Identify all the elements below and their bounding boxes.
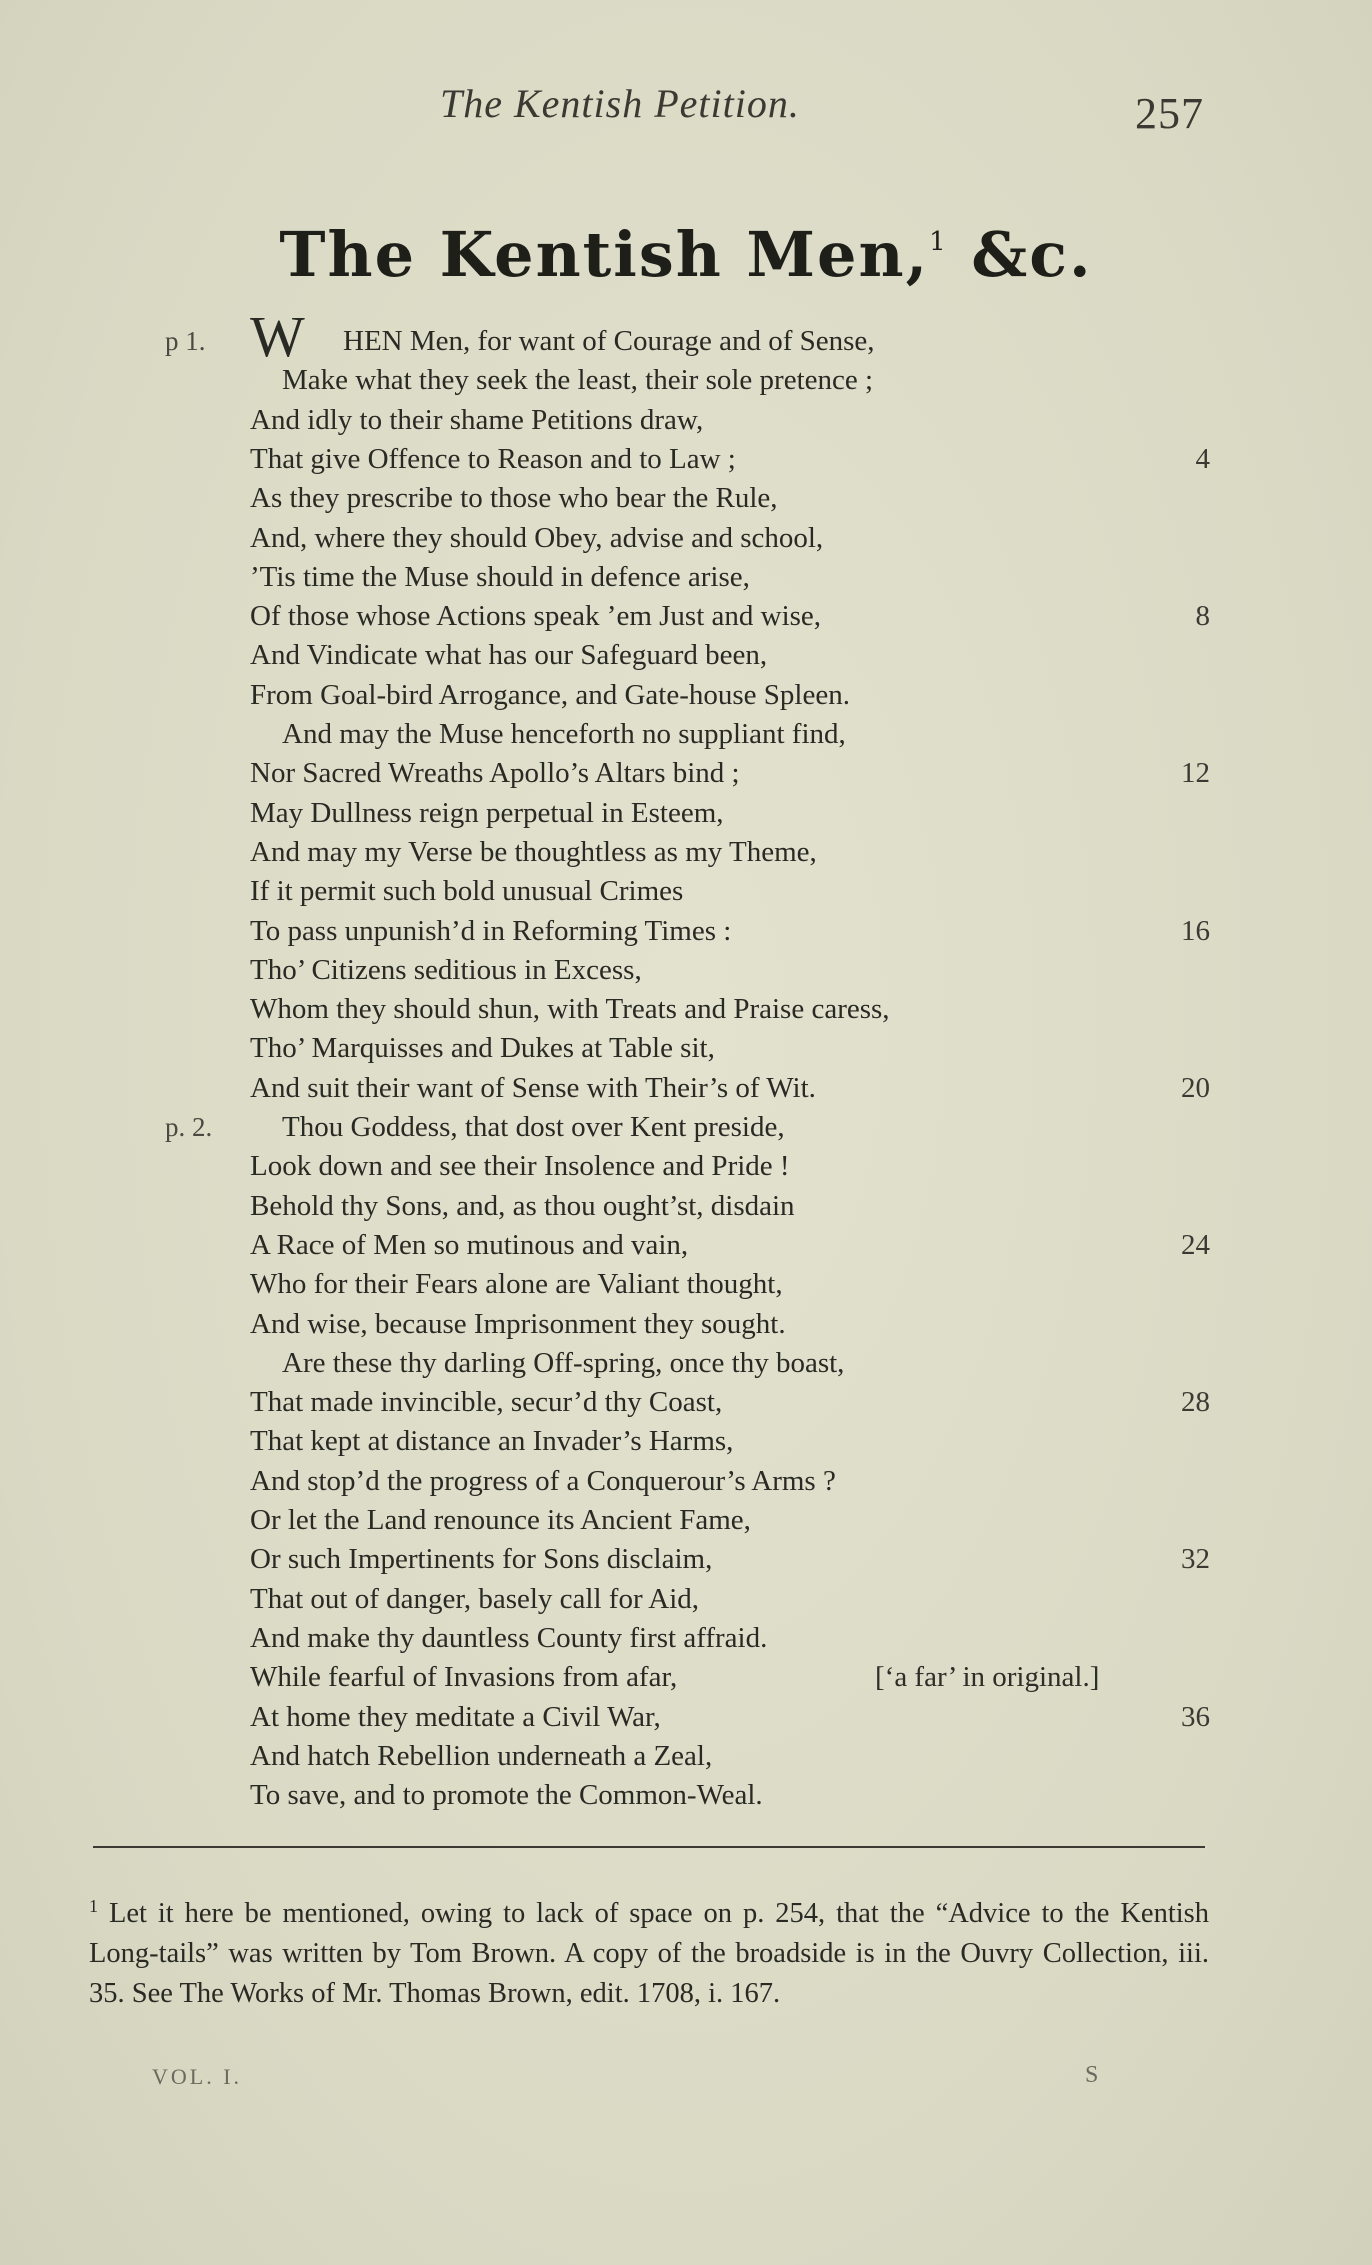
line-number: 28 bbox=[1181, 1386, 1210, 1419]
line-number: 32 bbox=[1181, 1543, 1210, 1576]
verse-line bbox=[0, 1226, 1372, 1265]
verse-line bbox=[0, 1540, 1372, 1579]
running-title: The Kentish Petition. bbox=[440, 81, 800, 126]
verse-text: From Goal-bird Arrogance, and Gate-house Spleen. bbox=[250, 678, 850, 711]
verse-line bbox=[0, 872, 1372, 911]
verse-text: A Race of Men so mutinous and vain, bbox=[250, 1228, 689, 1261]
verse-line bbox=[0, 1698, 1372, 1737]
verse-line bbox=[0, 1069, 1372, 1108]
verse-text: Tho’ Citizens seditious in Excess, bbox=[250, 953, 642, 986]
footnote-text: Let it here be mentioned, owing to lack of space on p. 254, that the “Advice to the Kentish Long-tails” was written by Tom Brown. A copy of the broadside is in the Ouvry Collection, iii. 35. See The Works of Mr. Thomas Brown, edit. 1708, i. 167. bbox=[89, 1898, 1210, 2009]
verse-line bbox=[0, 794, 1372, 833]
verse-line bbox=[0, 990, 1372, 1029]
verse-text: And, where they should Obey, advise and school, bbox=[250, 521, 824, 554]
margin-page-ref: p 1. bbox=[165, 326, 206, 356]
verse-line bbox=[0, 1737, 1372, 1776]
verse-text: May Dullness reign perpetual in Esteem, bbox=[250, 796, 724, 829]
verse-text: Are these thy darling Off-spring, once thy boast, bbox=[282, 1346, 845, 1379]
verse-line bbox=[0, 1029, 1372, 1068]
line-number: 8 bbox=[1195, 600, 1210, 633]
poem-title-text: The Kentish Men, bbox=[279, 218, 930, 291]
drop-cap: W bbox=[250, 304, 305, 369]
verse-line bbox=[0, 951, 1372, 990]
verse-text: Thou Goddess, that dost over Kent preside, bbox=[282, 1111, 785, 1143]
verse-text: And may the Muse henceforth no suppliant find, bbox=[282, 718, 846, 750]
verse-line bbox=[0, 361, 1372, 400]
verse-text: Nor Sacred Wreaths Apollo’s Altars bind ; bbox=[250, 757, 740, 790]
line-number: 36 bbox=[1181, 1700, 1210, 1733]
verse-line bbox=[0, 1344, 1372, 1383]
verse-line bbox=[0, 1619, 1372, 1658]
volume-signature: VOL. I. bbox=[152, 2064, 243, 2089]
line-number: 24 bbox=[1181, 1228, 1210, 1261]
editorial-note: [‘a far’ in original.] bbox=[875, 1661, 1100, 1694]
verse-line bbox=[0, 676, 1372, 715]
verse-text: And wise, because Imprisonment they sought. bbox=[250, 1307, 786, 1340]
verse-text: To pass unpunish’d in Reforming Times : bbox=[250, 914, 732, 947]
verse-text: Or such Impertinents for Sons disclaim, bbox=[250, 1543, 713, 1576]
verse-line bbox=[0, 1265, 1372, 1304]
verse-text: Of those whose Actions speak ’em Just and wise, bbox=[250, 600, 822, 633]
verse-line bbox=[0, 1658, 1372, 1697]
verse-text: And stop’d the progress of a Conquerour’s Arms ? bbox=[250, 1464, 836, 1497]
verse-line bbox=[0, 401, 1372, 440]
verse-text: And hatch Rebellion underneath a Zeal, bbox=[250, 1739, 713, 1772]
verse-line bbox=[0, 1108, 1372, 1147]
verse-text: Behold thy Sons, and, as thou ought’st, disdain bbox=[250, 1189, 795, 1222]
verse-line bbox=[0, 1501, 1372, 1540]
verse-text: At home they meditate a Civil War, bbox=[250, 1700, 661, 1733]
verse-text: And Vindicate what has our Safeguard been, bbox=[250, 639, 768, 672]
margin-page-ref: p. 2. bbox=[165, 1112, 213, 1142]
verse-text: To save, and to promote the Common-Weal. bbox=[250, 1779, 763, 1812]
verse-text: If it permit such bold unusual Crimes bbox=[250, 875, 684, 908]
verse-text: Look down and see their Insolence and Pride ! bbox=[250, 1150, 790, 1183]
verse-line bbox=[0, 1776, 1372, 1815]
title-footnote-mark: 1 bbox=[929, 227, 948, 257]
verse-text: That out of danger, basely call for Aid, bbox=[250, 1582, 700, 1615]
footnote bbox=[89, 1886, 1209, 2014]
verse-line bbox=[0, 1422, 1372, 1461]
verse-line bbox=[0, 1462, 1372, 1501]
verse-line bbox=[0, 440, 1372, 479]
verse-line bbox=[0, 1383, 1372, 1422]
poem-title bbox=[0, 218, 1372, 291]
verse-line bbox=[0, 1305, 1372, 1344]
verse-line bbox=[0, 1580, 1372, 1619]
footnote-rule bbox=[93, 1846, 1205, 1848]
verse-line bbox=[0, 715, 1372, 754]
verse-line bbox=[0, 597, 1372, 636]
verse-text: As they prescribe to those who bear the Rule, bbox=[250, 482, 778, 515]
page-number: 257 bbox=[1135, 89, 1204, 138]
gathering-signature: S bbox=[1085, 2062, 1099, 2088]
verse-text: And may my Verse be thoughtless as my Theme, bbox=[250, 835, 817, 868]
verse-text: ’Tis time the Muse should in defence arise, bbox=[250, 560, 750, 593]
verse-text: Or let the Land renounce its Ancient Fame, bbox=[250, 1504, 751, 1536]
verse-text: Tho’ Marquisses and Dukes at Table sit, bbox=[250, 1032, 715, 1065]
verse-text: And idly to their shame Petitions draw, bbox=[250, 403, 704, 436]
verse-line-1 bbox=[0, 304, 1372, 369]
footnote-mark: 1 bbox=[89, 1896, 98, 1916]
verse-line bbox=[0, 912, 1372, 951]
verse-line bbox=[0, 558, 1372, 597]
verse-text: That made invincible, secur’d thy Coast, bbox=[250, 1386, 723, 1419]
line-number: 12 bbox=[1181, 757, 1210, 790]
poem-title-suffix: &c. bbox=[947, 218, 1093, 291]
verse-text: Whom they should shun, with Treats and Praise caress, bbox=[250, 993, 890, 1026]
line-number: 20 bbox=[1181, 1071, 1210, 1104]
first-line-rest: HEN Men, for want of Courage and of Sense, bbox=[343, 325, 875, 357]
verse-text: That kept at distance an Invader’s Harms, bbox=[250, 1425, 734, 1458]
verse-text: And suit their want of Sense with Their’s of Wit. bbox=[250, 1071, 816, 1104]
line-number: 4 bbox=[1195, 442, 1210, 475]
verse-line bbox=[0, 479, 1372, 518]
first-line-text bbox=[250, 304, 305, 369]
verse-line bbox=[0, 519, 1372, 558]
line-number: 16 bbox=[1181, 914, 1210, 947]
verse-text: And make thy dauntless County first affraid. bbox=[250, 1621, 768, 1654]
verse-line bbox=[0, 636, 1372, 675]
verse-text: Who for their Fears alone are Valiant thought, bbox=[250, 1268, 783, 1301]
verse-text: That give Offence to Reason and to Law ; bbox=[250, 442, 736, 475]
verse-line bbox=[0, 1187, 1372, 1226]
verse-text: While fearful of Invasions from afar, bbox=[250, 1661, 678, 1694]
verse-text: Make what they seek the least, their sole pretence ; bbox=[282, 364, 874, 397]
verse-line bbox=[0, 754, 1372, 793]
verse-line bbox=[0, 833, 1372, 872]
verse-line bbox=[0, 1147, 1372, 1186]
